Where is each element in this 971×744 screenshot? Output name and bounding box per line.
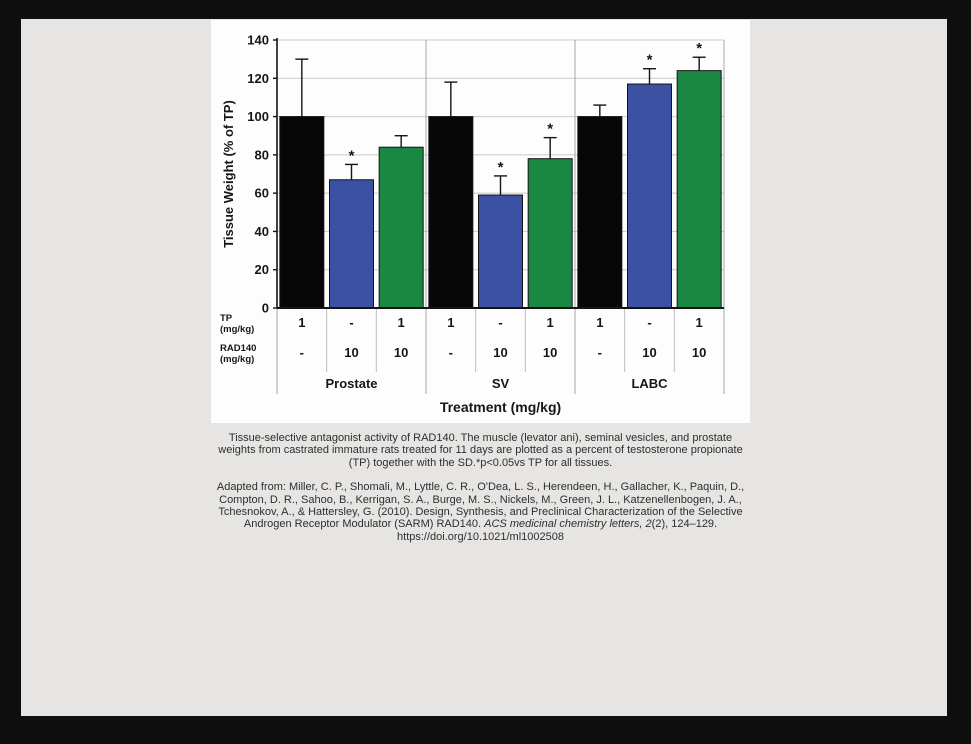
y-tick-label: 40 xyxy=(254,223,269,239)
reference-volume: 2 xyxy=(645,518,652,531)
figure-caption xyxy=(211,432,750,543)
rad140-dose-value: 10 xyxy=(642,345,657,360)
group-label: Prostate xyxy=(325,376,378,391)
reference-paragraph xyxy=(211,481,750,543)
caption-paragraph xyxy=(211,432,750,469)
significance-asterisk: * xyxy=(547,120,554,138)
significance-asterisk: * xyxy=(646,51,653,69)
tp-dose-value: 1 xyxy=(596,315,604,330)
tp-dose-value: - xyxy=(647,315,652,330)
bar-sv-black xyxy=(429,117,473,308)
rad140-dose-value: 10 xyxy=(344,345,359,360)
rad140-dose-value: - xyxy=(448,345,454,360)
tp-dose-value: 1 xyxy=(695,315,703,330)
reference-pages: (2), 124–129. xyxy=(651,518,718,531)
tp-dose-value: - xyxy=(349,315,354,330)
rad140-dose-value: 10 xyxy=(393,345,409,360)
significance-asterisk: * xyxy=(696,40,703,58)
rad140-row-unit: (mg/kg) xyxy=(220,354,255,365)
tp-dose-value: 1 xyxy=(298,315,306,330)
bar-labc-black xyxy=(578,117,622,308)
bar-sv-blue xyxy=(479,195,523,308)
bar-labc-blue xyxy=(628,84,672,308)
caption-text: Tissue-selective antagonist activity of RAD140. The muscle (levator ani), seminal vesicles, and prostate weights from castrated immature rats treated for 11 days are plotted as a percent of testosterone propionate (TP) together with the SD.*p<0.05vs TP for all tissues. xyxy=(218,432,743,469)
bar-labc-green xyxy=(677,71,721,308)
tp-row-label: TP xyxy=(220,313,233,324)
figure-chart-card xyxy=(211,20,750,423)
tp-dose-value: 1 xyxy=(546,315,554,330)
y-tick-label: 20 xyxy=(254,262,269,278)
reference-journal: ACS medicinal chemistry letters, xyxy=(484,518,646,531)
y-tick-label: 120 xyxy=(247,70,269,86)
y-tick-label: 60 xyxy=(254,185,269,201)
significance-asterisk: * xyxy=(348,147,355,165)
reference-text: Adapted from: Miller, C. P., Shomali, M., Lyttle, C. R., O'Dea, L. S., Herendeen, H., Gallacher, K., Paquin, D., Compton, D. R., Sahoo, B., Kerrigan, S. A., Burge, M. S., Nickels, M., Green, J. L., Katzenellenbogen, J. A., Tchesnokov, A., & Hattersley, G. (2010). Design, Synthesis, and Preclinical Characterization of the Selective Androgen Receptor Modulator (SARM) RAD140. xyxy=(216,481,745,531)
bar-prostate-blue xyxy=(330,180,374,308)
y-tick-label: 0 xyxy=(261,300,269,316)
y-tick-label: 80 xyxy=(254,147,269,163)
y-tick-label: 140 xyxy=(247,32,269,48)
y-tick-label: 100 xyxy=(247,109,269,125)
tp-dose-value: - xyxy=(498,315,503,330)
group-label: SV xyxy=(491,376,510,391)
x-axis-title: Treatment (mg/kg) xyxy=(439,399,562,415)
rad140-dose-value: - xyxy=(299,345,305,360)
bar-prostate-green xyxy=(379,147,423,308)
rad140-dose-value: - xyxy=(597,345,603,360)
significance-asterisk: * xyxy=(497,158,504,176)
bar-sv-green xyxy=(528,159,572,308)
tp-row-unit: (mg/kg) xyxy=(220,324,255,335)
tissue-weight-bar-chart xyxy=(211,20,750,423)
rad140-dose-value: 10 xyxy=(542,345,558,360)
reference-doi-url: https://doi.org/10.1021/ml1002508 xyxy=(397,530,564,543)
rad140-row-label: RAD140 xyxy=(220,343,257,354)
bar-prostate-black xyxy=(280,117,324,308)
tp-dose-value: 1 xyxy=(447,315,455,330)
slide-panel xyxy=(21,19,947,716)
y-axis-title: Tissue Weight (% of TP) xyxy=(221,100,236,248)
rad140-dose-value: 10 xyxy=(493,345,508,360)
tp-dose-value: 1 xyxy=(397,315,405,330)
group-label: LABC xyxy=(631,376,668,391)
rad140-dose-value: 10 xyxy=(691,345,707,360)
